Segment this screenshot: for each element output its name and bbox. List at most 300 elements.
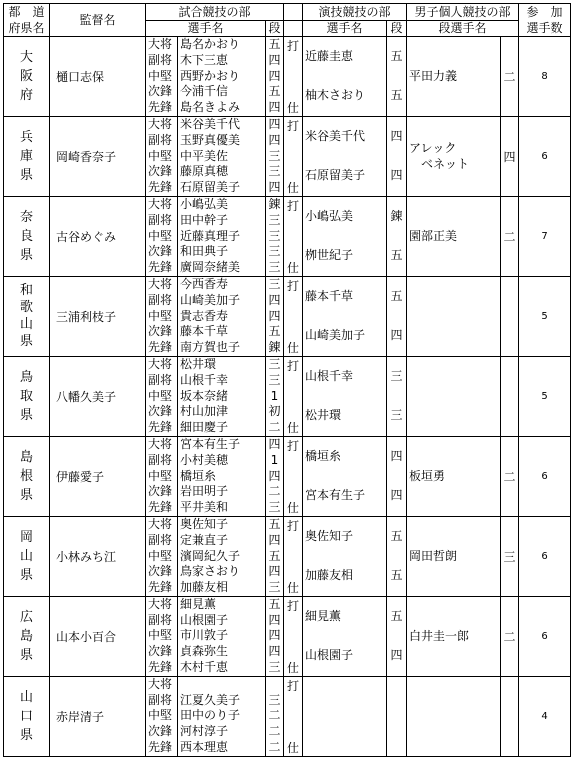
engi-player-list [303, 196, 387, 276]
header-row-1 [4, 4, 571, 21]
position-label: 先鋒 [148, 100, 173, 115]
player-name: 山根園子 [180, 612, 229, 627]
position-label: 副将 [148, 532, 173, 547]
player-list [178, 116, 266, 196]
player-list [178, 276, 266, 356]
header-engi-dan: 段 [387, 20, 407, 37]
header-count-line1: 参 加 [526, 5, 563, 19]
engi-player-name: 近藤圭恵 [305, 49, 354, 64]
engi-player-list [303, 676, 387, 756]
engi-player-name: 小嶋弘美 [305, 209, 354, 224]
player-list [178, 196, 266, 276]
prefecture-row [4, 596, 571, 676]
receive-mark: 仕 [286, 100, 299, 115]
engi-dan-value [387, 716, 406, 755]
engi-dan-list [387, 436, 407, 516]
dan-value: 初 [268, 404, 281, 419]
strike-mark: 打 [286, 438, 299, 453]
position-label: 副将 [148, 612, 173, 627]
manager-name: 古谷めぐみ [50, 196, 146, 276]
dan-list [266, 116, 284, 196]
prefecture-row [4, 276, 571, 356]
dan-list [266, 196, 284, 276]
dan-value: 二 [268, 420, 281, 435]
dan-list [266, 516, 284, 596]
position-label: 大将 [148, 37, 173, 51]
engi-dan-value: 五 [390, 248, 403, 263]
engi-player-name: 松井環 [305, 408, 342, 423]
individual-player-name: 園部正美 [407, 196, 501, 276]
header-engi-player: 選手名 [303, 20, 387, 37]
header-match-mark-blank [284, 4, 303, 21]
individual-player-name [407, 276, 501, 356]
dan-value: 五 [268, 37, 281, 51]
dan-value: 四 [268, 180, 281, 195]
dan-value: 四 [268, 628, 281, 643]
dan-value: 四 [268, 468, 281, 483]
position-label: 次鋒 [148, 244, 173, 259]
strike-receive-marks [284, 676, 303, 756]
individual-dan-value: 三 [501, 516, 519, 596]
engi-dan-value: 五 [390, 49, 403, 64]
player-name: 山崎美加子 [180, 292, 241, 307]
engi-dan-value: 四 [390, 488, 403, 503]
header-pref [4, 4, 50, 37]
strike-receive-marks [284, 276, 303, 356]
engi-dan-value: 三 [390, 369, 403, 384]
individual-dan-value [501, 276, 519, 356]
engi-dan-list [387, 676, 407, 756]
pref-name: 山口県 [20, 689, 34, 743]
dan-value: 四 [268, 308, 281, 323]
position-label: 大将 [148, 436, 173, 451]
position-label: 次鋒 [148, 484, 173, 499]
position-label: 次鋒 [148, 164, 173, 179]
position-label: 副将 [148, 292, 173, 307]
position-list [146, 436, 178, 516]
engi-dan-value: 三 [390, 408, 403, 423]
engi-player-name [305, 677, 386, 716]
individual-player-name [407, 676, 501, 756]
dan-value: 三 [268, 276, 281, 291]
position-label: 大将 [148, 356, 173, 371]
player-name: 西本理恵 [180, 740, 229, 755]
player-name: 定兼直子 [180, 532, 229, 547]
pref-name: 大阪府 [20, 49, 34, 103]
engi-dan-list [387, 596, 407, 676]
dan-value: 四 [268, 68, 281, 83]
player-name: 木下三恵 [180, 52, 229, 67]
position-label: 副将 [148, 212, 173, 227]
dan-value: 四 [268, 644, 281, 659]
dan-value: 三 [268, 692, 281, 707]
player-name: 細田慶子 [180, 420, 229, 435]
position-label: 先鋒 [148, 260, 173, 275]
dan-list [266, 37, 284, 117]
pref-cell [4, 436, 50, 516]
engi-player-list [303, 276, 387, 356]
prefecture-row [4, 676, 571, 756]
strike-mark: 打 [286, 39, 299, 53]
prefecture-row [4, 516, 571, 596]
receive-mark: 仕 [286, 580, 299, 595]
dan-value: 三 [268, 356, 281, 371]
player-name: 橋垣糸 [180, 468, 217, 483]
strike-receive-marks [284, 196, 303, 276]
dan-value: 五 [268, 324, 281, 339]
strike-receive-marks [284, 596, 303, 676]
dan-value: 三 [268, 228, 281, 243]
engi-dan-value: 五 [390, 289, 403, 304]
player-name: 中平美佐 [180, 148, 229, 163]
participant-count: 7 [519, 196, 571, 276]
position-label: 大将 [148, 276, 173, 291]
prefecture-row [4, 116, 571, 196]
dan-value [266, 677, 283, 693]
engi-player-list [303, 356, 387, 436]
competition-table-wrapper [3, 3, 571, 757]
engi-player-name: 山根園子 [305, 648, 354, 663]
engi-player-list [303, 116, 387, 196]
header-match-mark-blank2 [284, 20, 303, 37]
dan-value: 三 [268, 212, 281, 227]
engi-player-name: 柚木さおり [305, 88, 366, 103]
engi-dan-list [387, 196, 407, 276]
dan-value: 錬 [268, 196, 281, 211]
player-name: 奥佐知子 [180, 516, 229, 531]
player-name: 玉野真優美 [180, 132, 241, 147]
dan-list [266, 596, 284, 676]
manager-name: 岡崎香奈子 [50, 116, 146, 196]
manager-name: 樋口志保 [50, 37, 146, 117]
participant-count: 8 [519, 37, 571, 117]
player-name: 和田典子 [180, 244, 229, 259]
player-name: 藤原真穂 [180, 164, 229, 179]
position-label: 中堅 [148, 628, 173, 643]
individual-player-name: 平田力義 [407, 37, 501, 117]
individual-player-name: 岡田哲朗 [407, 516, 501, 596]
engi-dan-value: 四 [390, 328, 403, 343]
dan-value: 二 [268, 708, 281, 723]
individual-dan-value [501, 676, 519, 756]
position-list [146, 37, 178, 117]
receive-mark: 仕 [286, 180, 299, 195]
player-name: 廣岡奈緒美 [180, 260, 241, 275]
engi-dan-value: 五 [390, 529, 403, 544]
pref-name: 広島県 [20, 609, 34, 663]
pref-cell [4, 596, 50, 676]
engi-dan-value: 四 [390, 449, 403, 464]
strike-receive-marks [284, 37, 303, 117]
receive-mark: 仕 [286, 260, 299, 275]
receive-mark: 仕 [286, 500, 299, 515]
individual-player-name: アレック ベネット [407, 116, 501, 196]
manager-name: 赤岸清子 [50, 676, 146, 756]
header-manager: 監督名 [50, 4, 146, 37]
position-list [146, 596, 178, 676]
player-name: 加藤友相 [180, 580, 229, 595]
position-label: 先鋒 [148, 180, 173, 195]
header-engi-dept: 演技競技の部 [303, 4, 407, 21]
dan-value: 五 [268, 84, 281, 99]
position-label: 大将 [148, 516, 173, 531]
pref-name: 奈良県 [20, 209, 34, 263]
player-name: 鳥家さおり [180, 564, 241, 579]
dan-value: 五 [268, 596, 281, 611]
player-name: 貞森弥生 [180, 644, 229, 659]
dan-value: 三 [268, 244, 281, 259]
position-label: 先鋒 [148, 660, 173, 675]
position-label: 先鋒 [148, 340, 173, 355]
engi-dan-list [387, 276, 407, 356]
player-list [178, 436, 266, 516]
dan-value: 三 [268, 148, 281, 163]
engi-player-name: 奥佐知子 [305, 529, 354, 544]
engi-dan-value: 四 [390, 129, 403, 144]
pref-name: 和歌山県 [20, 283, 34, 350]
position-label: 先鋒 [148, 420, 173, 435]
dan-value: 1 [270, 388, 279, 403]
player-list [178, 676, 266, 756]
player-name: 貴志香寿 [180, 308, 229, 323]
dan-list [266, 276, 284, 356]
player-name: 松井環 [180, 356, 217, 371]
player-name: 河村淳子 [180, 724, 229, 739]
position-label: 中堅 [148, 708, 173, 723]
participant-count: 6 [519, 436, 571, 516]
pref-cell [4, 516, 50, 596]
dan-list [266, 356, 284, 436]
strike-mark: 打 [286, 278, 299, 293]
dan-list [266, 436, 284, 516]
pref-cell [4, 276, 50, 356]
position-label: 先鋒 [148, 740, 173, 755]
player-name: 石原留美子 [180, 180, 241, 195]
player-name: 島名かおり [180, 37, 241, 51]
engi-player-list [303, 37, 387, 117]
participant-count: 5 [519, 276, 571, 356]
engi-dan-value: 五 [390, 88, 403, 103]
player-name: 木村千恵 [180, 660, 229, 675]
prefecture-row [4, 436, 571, 516]
header-match-dan: 段 [266, 20, 284, 37]
position-list [146, 276, 178, 356]
individual-player-name [407, 356, 501, 436]
pref-cell [4, 196, 50, 276]
engi-dan-value: 五 [390, 568, 403, 583]
player-list [178, 516, 266, 596]
engi-player-name: 栁世紀子 [305, 248, 354, 263]
individual-dan-value: 二 [501, 436, 519, 516]
player-name: 近藤真理子 [180, 228, 241, 243]
position-label: 次鋒 [148, 404, 173, 419]
player-name: 江夏久美子 [180, 692, 241, 707]
participant-count: 4 [519, 676, 571, 756]
position-label: 中堅 [148, 548, 173, 563]
position-label: 大将 [148, 676, 173, 691]
position-label: 大将 [148, 116, 173, 131]
pref-name: 兵庫県 [20, 129, 34, 183]
position-label: 次鋒 [148, 724, 173, 739]
position-label: 副将 [148, 452, 173, 467]
strike-receive-marks [284, 116, 303, 196]
position-list [146, 116, 178, 196]
engi-player-name: 宮本有生子 [305, 488, 366, 503]
individual-player-name: 白井圭一郎 [407, 596, 501, 676]
pref-cell [4, 116, 50, 196]
player-name: 濱岡紀久子 [180, 548, 241, 563]
pref-name: 岡山県 [20, 529, 34, 583]
position-label: 中堅 [148, 308, 173, 323]
pref-cell [4, 37, 50, 117]
engi-dan-list [387, 37, 407, 117]
engi-dan-value: 四 [390, 648, 403, 663]
participant-count: 6 [519, 116, 571, 196]
dan-value: 四 [268, 292, 281, 307]
player-name: 宮本有生子 [180, 436, 241, 451]
player-name: 藤本千草 [180, 324, 229, 339]
position-list [146, 676, 178, 756]
manager-name: 山本小百合 [50, 596, 146, 676]
dan-value: 1 [270, 452, 279, 467]
position-label: 副将 [148, 372, 173, 387]
participant-count: 6 [519, 596, 571, 676]
strike-receive-marks [284, 436, 303, 516]
pref-cell [4, 676, 50, 756]
player-name: 坂本奈緒 [180, 388, 229, 403]
header-pref-line2: 府県名 [8, 21, 45, 35]
position-label: 次鋒 [148, 564, 173, 579]
player-list [178, 356, 266, 436]
player-name: 田中のり子 [180, 708, 241, 723]
engi-player-name: 橋垣糸 [305, 449, 342, 464]
engi-player-name: 米谷美千代 [305, 129, 366, 144]
individual-dan-value: 二 [501, 37, 519, 117]
position-label: 次鋒 [148, 644, 173, 659]
prefecture-row [4, 196, 571, 276]
position-label: 大将 [148, 596, 173, 611]
dan-value: 四 [268, 564, 281, 579]
engi-player-list [303, 596, 387, 676]
position-label: 副将 [148, 52, 173, 67]
player-name: 小嶋弘美 [180, 196, 229, 211]
engi-dan-value: 五 [390, 609, 403, 624]
manager-name: 八幡久美子 [50, 356, 146, 436]
player-name: 市川敦子 [180, 628, 229, 643]
player-name: 岩田明子 [180, 484, 229, 499]
player-name: 田中幹子 [180, 212, 229, 227]
engi-player-name: 山崎美加子 [305, 328, 366, 343]
strike-receive-marks [284, 356, 303, 436]
position-label: 次鋒 [148, 324, 173, 339]
position-label: 副将 [148, 692, 173, 707]
receive-mark: 仕 [286, 420, 299, 435]
position-label: 中堅 [148, 68, 173, 83]
player-name: 山根千幸 [180, 372, 229, 387]
strike-receive-marks [284, 516, 303, 596]
header-match-dept: 試合競技の部 [146, 4, 284, 21]
engi-dan-value: 錬 [390, 209, 403, 224]
participant-count: 5 [519, 356, 571, 436]
player-name: 南方賀也子 [180, 340, 241, 355]
manager-name: 三浦利枝子 [50, 276, 146, 356]
position-list [146, 516, 178, 596]
individual-dan-value: 二 [501, 196, 519, 276]
position-label: 先鋒 [148, 500, 173, 515]
dan-value: 五 [268, 548, 281, 563]
position-label: 中堅 [148, 388, 173, 403]
engi-dan-list [387, 356, 407, 436]
strike-mark: 打 [286, 198, 299, 213]
engi-player-list [303, 516, 387, 596]
individual-dan-value: 四 [501, 116, 519, 196]
individual-dan-value: 二 [501, 596, 519, 676]
dan-value: 三 [268, 660, 281, 675]
dan-value: 三 [268, 164, 281, 179]
individual-dan-value [501, 356, 519, 436]
position-label: 副将 [148, 132, 173, 147]
engi-dan-list [387, 116, 407, 196]
position-label: 中堅 [148, 228, 173, 243]
strike-mark: 打 [286, 598, 299, 613]
header-pref-line1: 都 道 [8, 5, 45, 19]
dan-value: 二 [268, 740, 281, 755]
player-name: 米谷美千代 [180, 116, 241, 131]
competition-table [3, 3, 571, 757]
position-list [146, 356, 178, 436]
pref-name: 島根県 [20, 449, 34, 503]
engi-dan-list [387, 516, 407, 596]
dan-value: 錬 [268, 340, 281, 355]
strike-mark: 打 [286, 678, 299, 693]
player-name: 村山加津 [180, 404, 229, 419]
header-match-player: 選手名 [146, 20, 266, 37]
player-list [178, 37, 266, 117]
player-name [180, 677, 265, 693]
dan-value: 三 [268, 580, 281, 595]
player-name: 細見薫 [180, 596, 217, 611]
dan-value: 三 [268, 260, 281, 275]
header-count-line2: 選手数 [526, 21, 563, 35]
engi-player-name: 細見薫 [305, 609, 342, 624]
dan-value: 二 [268, 484, 281, 499]
player-name: 小村美穂 [180, 452, 229, 467]
dan-value: 四 [268, 116, 281, 131]
manager-name: 伊藤愛子 [50, 436, 146, 516]
manager-name: 小林みち江 [50, 516, 146, 596]
engi-player-name: 石原留美子 [305, 168, 366, 183]
pref-cell [4, 356, 50, 436]
engi-player-name: 加藤友相 [305, 568, 354, 583]
position-label: 中堅 [148, 468, 173, 483]
dan-value: 四 [268, 100, 281, 115]
position-label: 大将 [148, 196, 173, 211]
position-label: 先鋒 [148, 580, 173, 595]
position-list [146, 196, 178, 276]
strike-mark: 打 [286, 358, 299, 373]
receive-mark: 仕 [286, 340, 299, 355]
header-ind-dept: 男子個人競技の部 [407, 4, 519, 21]
player-name: 島名きよみ [180, 100, 241, 115]
engi-player-list [303, 436, 387, 516]
dan-value: 二 [268, 724, 281, 739]
dan-value: 三 [268, 500, 281, 515]
player-name: 今浦千信 [180, 84, 229, 99]
engi-player-name [305, 716, 386, 755]
receive-mark: 仕 [286, 740, 299, 755]
dan-list [266, 676, 284, 756]
player-name: 平井美和 [180, 500, 229, 515]
